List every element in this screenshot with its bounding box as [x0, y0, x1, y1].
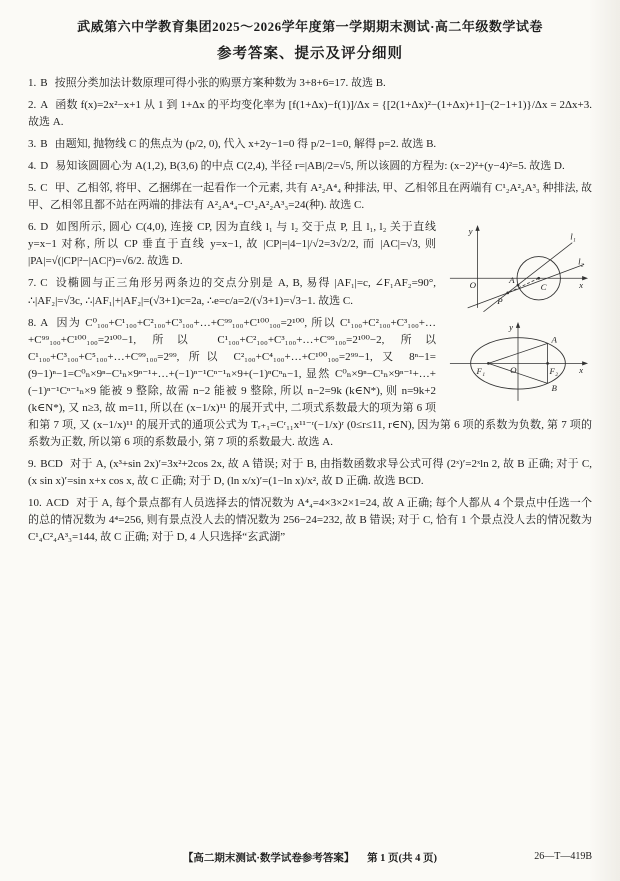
answer-number: 4.: [28, 160, 37, 173]
line-label-l2: l₂: [578, 256, 584, 267]
page-footer: [28, 850, 592, 865]
answer-text: 如图所示, 圆心 C(4,0), 连接 CP, 因为直线 l₁ 与 l₂ 交于点 P, 且 l₁, l₂ 关于直线 y=x−1 对称, 所以 CP 垂直于直线 y=x−1, 故 |CP|=|4−1|/√2=3√2/2, 而 |AC|=√3, 则 |PA|=√(|CP|²−|AC|²)=√6/2. 故选 D.: [28, 221, 436, 268]
answer-choice: A: [40, 99, 49, 112]
answer-text: 由题知, 抛物线 C 的焦点为 (p/2, 0), 代入 x+2y−1=0 得 p/2−1=0, 解得 p=2. 故选 B.: [54, 138, 437, 151]
answer-text: 甲、乙相邻, 将甲、乙捆绑在一起看作一个元素, 共有 A²₂A⁴₄ 种排法, 甲、乙相邻且在两端有 C¹₂A²₂A³₃ 种排法, 故甲、乙相邻且都不站在两端的排法有 A²₂A⁴₄−C¹₂A²₂A³₃=24(种). 故选 C.: [28, 182, 592, 212]
answer-text: 因为 C⁰₁₀₀+C¹₁₀₀+C²₁₀₀+C³₁₀₀+…+C⁹⁹₁₀₀+C¹⁰⁰₁₀₀=2¹⁰⁰, 所以 C¹₁₀₀+C²₁₀₀+C³₁₀₀+…+C⁹⁹₁₀₀+C¹⁰⁰₁₀₀=2¹⁰⁰−1, 所以 C¹₁₀₀+C²₁₀₀+C³₁₀₀+…+C⁹⁹₁₀₀=2¹⁰⁰−2, 所以 C¹₁₀₀+C³₁₀₀+C⁵₁₀₀+…+C⁹⁹₁₀₀=2⁹⁹, 所以 C²₁₀₀+C⁴₁₀₀+…+C¹⁰⁰₁₀₀=2⁹⁹−1, 又 8ⁿ−1=(9−1)ⁿ−1=C⁰ₙ×9ⁿ−C¹ₙ×9ⁿ⁻¹+…+(−1)ⁿ⁻¹Cⁿ⁻¹ₙ×9+(−1)ⁿCⁿₙ−1, 显然 C⁰ₙ×9ⁿ−C¹ₙ×9ⁿ⁻¹+…+(−1)ⁿ⁻¹Cⁿ⁻¹ₙ×9 能被 9 整除, 故需 n−2 能被 9 整除, 所以 n−2=9k (k∈N*), 则 n=9k+2 (k∈N*), 又 n≥3, 故 m=11, 所以在 (x−1/x)¹¹ 的展开式中, 二项式系数最大的项为第 6 项和第 7 项, 又 (x−1/x)¹¹ 的展开式的通项公式为 Tᵣ₊₁=Cʳ₁₁x¹¹⁻ʳ(−1/x)ʳ (0≤r≤11, r∈N), 因为第 6 项的系数为负数, 第 7 项的系数为正数, 所以第 6 项的系数最小, 第 7 项的系数最大. 故选 A.: [28, 316, 592, 448]
origin-label: O: [469, 280, 477, 291]
answer-item-4: [28, 158, 592, 175]
answer-item-9: [28, 456, 592, 490]
focus-label-f1: F₁: [476, 366, 486, 377]
answer-choice: A: [40, 316, 49, 329]
answer-number: 8.: [28, 316, 37, 329]
origin-label: O: [510, 365, 517, 376]
footer-title: 【高二期末测试·数学试卷参考答案】: [182, 853, 355, 864]
point-label-a: A: [551, 334, 557, 345]
answer-choice: C: [40, 277, 48, 290]
answers-list: [28, 75, 592, 546]
figure-problem-7: [444, 318, 592, 405]
answer-choice: D: [40, 160, 49, 173]
answer-number: 10.: [28, 497, 42, 510]
answer-number: 6.: [28, 221, 37, 234]
answer-choice: D: [40, 221, 49, 234]
point-label-c: C: [540, 282, 547, 293]
footer-code: 26—T—419B: [534, 851, 592, 862]
answer-item-5: [28, 180, 592, 214]
axis-label-y: y: [468, 226, 473, 237]
answer-text: 易知该圆圆心为 A(1,2), B(3,6) 的中点 C(2,4), 半径 r=|AB|/2=√5, 所以该圆的方程为: (x−2)²+(y−4)²=5. 故选 D.: [55, 160, 565, 173]
circle-lines-diagram: [444, 221, 592, 312]
answer-item-10: [28, 495, 592, 546]
answer-number: 3.: [28, 138, 37, 151]
answer-choice: B: [40, 77, 48, 89]
axis-label-x: x: [579, 365, 584, 376]
page-subtitle: 参考答案、提示及评分细则: [217, 46, 403, 62]
answer-item-1: [28, 75, 592, 92]
answer-text: 按照分类加法计数原理可得小张的购票方案种数为 3+8+6=17. 故选 B.: [54, 77, 386, 89]
footer-page-number: 第 1 页(共 4 页): [367, 853, 438, 864]
answer-number: 7.: [28, 277, 37, 290]
line-label-l1: l₁: [570, 232, 576, 243]
answer-item-3: [28, 136, 592, 153]
answer-choice: C: [40, 182, 48, 195]
point-label-b: B: [551, 383, 557, 394]
ellipse-triangle-diagram: [444, 318, 592, 405]
answer-choice: ACD: [45, 497, 69, 510]
answer-choice: B: [40, 138, 48, 151]
axis-label-y: y: [509, 321, 514, 332]
page-title: 武威第六中学教育集团2025～2026学年度第一学期期末测试·高二年级数学试卷: [77, 19, 543, 34]
answer-item-2: [28, 97, 592, 131]
answer-number: 1.: [28, 77, 37, 89]
answer-number: 2.: [28, 99, 37, 112]
point-label-a: A: [509, 275, 515, 286]
figure-problem-6: [444, 221, 592, 312]
figure-column: [444, 221, 592, 411]
answer-text: 对于 A, 每个景点都有人员选择去的情况数为 A⁴₄=4×3×2×1=24, 故 A 正确; 每个人都从 4 个景点中任选一个的总的情况数为 4⁴=256, 则有景点没人去的情况数为 256−24=232, 故 B 错误; 对于 C, 恰有 1 个景点没人去的情况数为 C¹₄C²₄A³₃=144, 故 C 正确; 对于 D, 4 人只选择“玄武湖”: [28, 497, 592, 544]
answer-text: 函数 f(x)=2x²−x+1 从 1 到 1+Δx 的平均变化率为 [f(1+Δx)−f(1)]/Δx = {[2(1+Δx)²−(1+Δx)+1]−(2−1+1)}/Δx = 2Δx+3. 故选 A.: [28, 99, 592, 129]
answer-text: 对于 A, (x³+sin 2x)′=3x²+2cos 2x, 故 A 错误; 对于 B, 由指数函数求导公式可得 (2ˣ)′=2ˣln 2, 故 B 正确; 对于 C, (x sin x)′=sin x+x cos x, 故 C 正确; 对于 D, (ln x/x)′=(1−ln x)/x², 故 D 正确. 故选 BCD.: [28, 457, 592, 487]
axis-label-x: x: [579, 280, 584, 291]
answer-text: 设椭圆与正三角形另两条边的交点分别是 A, B, 易得 |AF₁|=c, ∠F₁AF₂=90°, ∴|AF₂|=√3c, ∴|AF₁|+|AF₂|=(√3+1)c=2a, ∴e=c/a=2/(√3+1)=√3−1. 故选 C.: [28, 277, 436, 307]
point-label-p: P: [497, 296, 503, 307]
answer-number: 5.: [28, 182, 37, 195]
focus-label-f2: F₂: [549, 366, 559, 377]
answer-choice: BCD: [40, 457, 63, 470]
answer-number: 9.: [28, 457, 37, 470]
